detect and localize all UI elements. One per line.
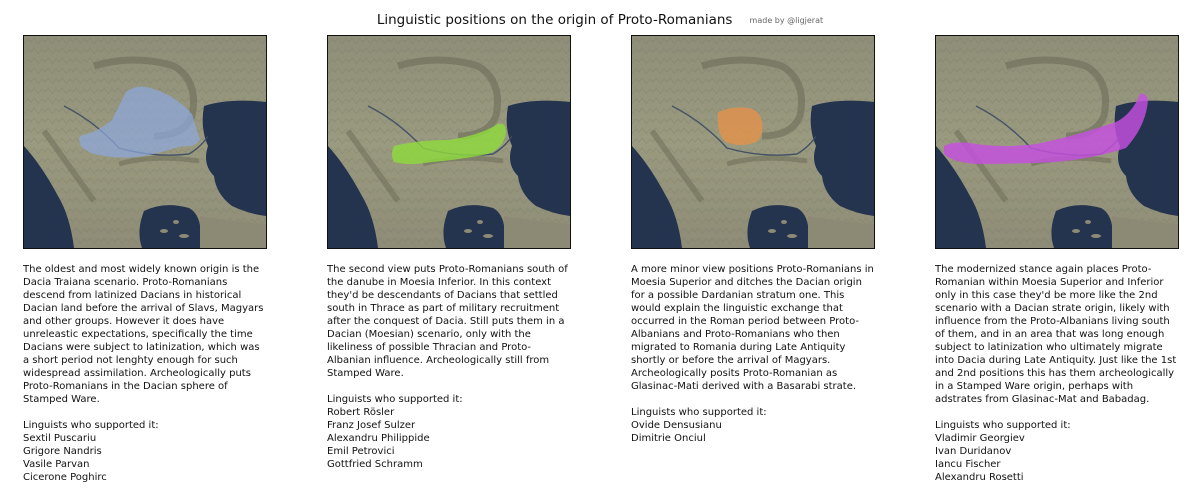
linguist-name: Grigore Nandris [23,446,102,457]
scenario-description: The second view puts Proto-Romanians south of the danube in Moesia Inferior. In this context they'd be descendants of Dacians that settled south in Thrace as part of military recruitment after the conquest of Dacia. Still puts them in a Dacian (Moesian) scenario, only with the likeliness of possible Thracian and Proto-Albanian influence. Archeologically still from Stamped Ware. [327,264,568,379]
linguists-list [23,432,267,484]
scenario-panel-moesia-inferior [327,35,571,471]
linguist-name: Vladimir Georgiev [935,433,1025,444]
page-title: Linguistic positions on the origin of Proto-Romanians [376,12,733,28]
linguists-list [327,406,571,471]
linguist-name: Iancu Fischer [935,459,1001,470]
scenario-description: The oldest and most widely known origin is the Dacia Traiana scenario. Proto-Romanians descend from latinized Dacians in historical Dacian land before the arrival of Slavs, Magyars and other groups. However it does have unreleastic expectations, specifically the time Dacians were subject to latinization, which was a short period not lenghty enough for such widespread assimilation. Archeologically puts Proto-Romanians in the Dacian sphere of Stamped Ware. [23,264,264,405]
linguists-list [631,419,875,445]
linguist-name: Robert Rösler [327,407,395,418]
map-moesia-superior [631,35,875,249]
scenario-description: A more minor view positions Proto-Romanians in Moesia Superior and ditches the Dacian origin for a possible Dardanian stratum one. This would explain the linguistic exchange that occurred in the Roman period between Proto-Albanians and Proto-Romanians who then migrated to Romania during Late Antiquity shortly or before the arrival of Magyars. Archeologically posits Proto-Romanian as Glasinac-Mati derived with a Basarabi strate. [631,264,874,392]
linguists-heading: Linguists who supported it: [23,420,159,431]
linguist-name: Franz Josef Sulzer [327,420,416,431]
map-moesia-combined [935,35,1179,249]
linguists-list [935,432,1179,484]
linguist-name: Cicerone Poghirc [23,472,107,483]
linguist-name: Dimitrie Onciul [631,433,706,444]
linguists-heading: Linguists who supported it: [327,394,463,405]
scenario-description: The modernized stance again places Proto-Romanian within Moesia Superior and Inferior only in this case they'd be more like the 2nd scenario with a Dacian strate origin, likely with influence from the Proto-Albanians living south of them, and in an area that was long enough subject to latinization who ultimately migrate into Dacia during Late Antiquity. Just like the 1st and 2nd positions this has them archeologically in a Stamped Ware origin, perhaps with adstrates from Glasinac-Mat and Babadag. [935,264,1177,405]
linguist-name: Alexandru Rosetti [935,472,1024,483]
scenario-panel-moesia-combined [935,35,1179,484]
scenario-panel-moesia-superior [631,35,875,445]
header [0,9,1200,29]
linguist-name: Emil Petrovici [327,446,395,457]
linguist-name: Vasile Parvan [23,459,90,470]
origin-region-moesia-superior [718,108,763,146]
map-dacia-traiana [23,35,267,249]
linguist-name: Alexandru Philippide [327,433,430,444]
linguist-name: Ovide Densusianu [631,420,722,431]
linguist-name: Ivan Duridanov [935,446,1012,457]
linguist-name: Gottfried Schramm [327,459,423,470]
scenario-panel-dacia-traiana [23,35,267,484]
linguists-heading: Linguists who supported it: [631,407,767,418]
author-credit: made by @ligjerat [749,16,824,25]
map-moesia-inferior [327,35,571,249]
linguist-name: Sextil Puscariu [23,433,97,444]
linguists-heading: Linguists who supported it: [935,420,1071,431]
